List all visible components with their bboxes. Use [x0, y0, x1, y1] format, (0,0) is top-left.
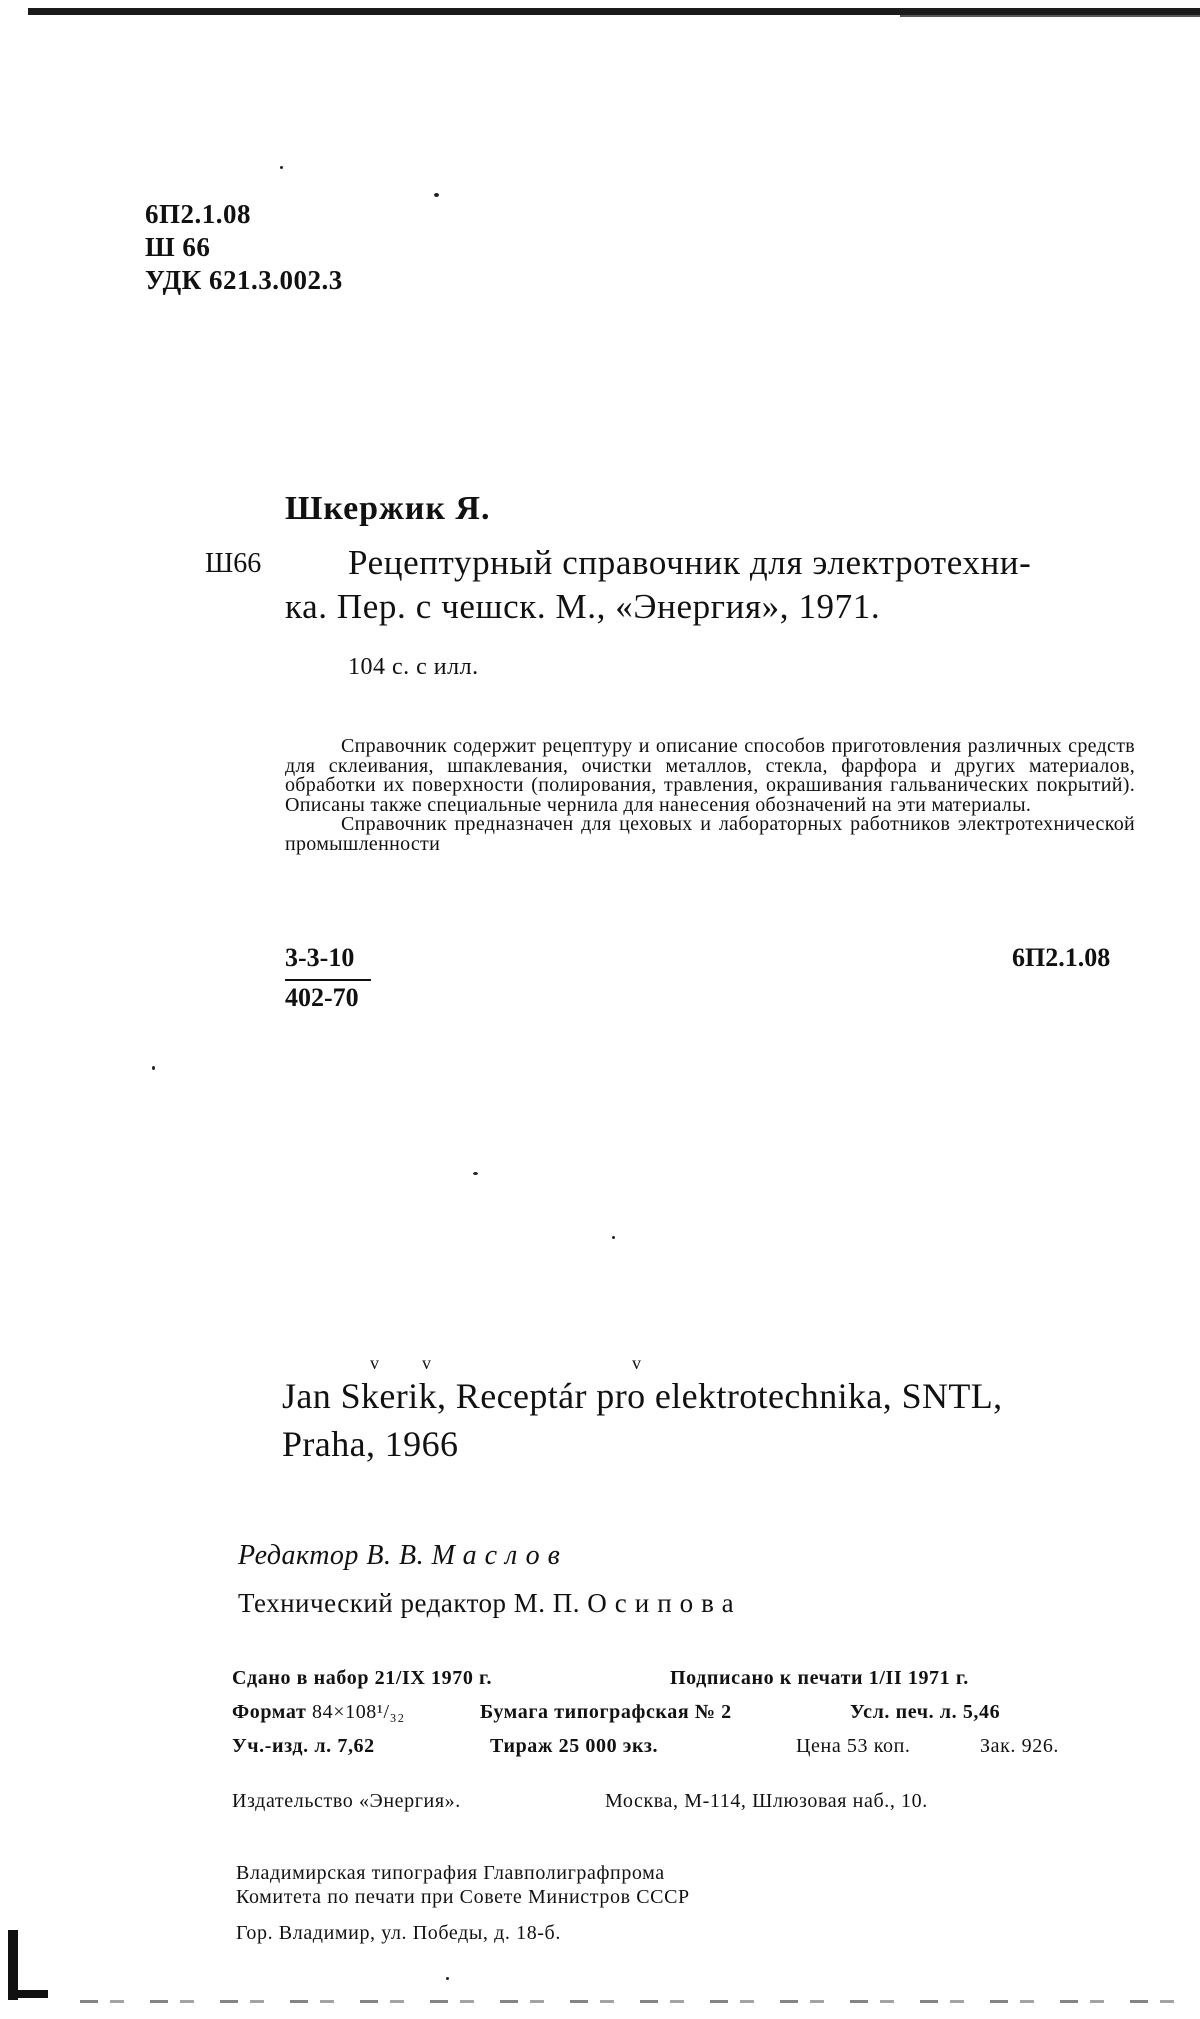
- imprint-format: [232, 1701, 405, 1724]
- original-edition: [282, 1372, 1162, 1468]
- scan-top-rule-thin: [900, 15, 1200, 17]
- annotation: [285, 737, 1135, 854]
- imprint-paper: Бумага типографская № 2: [480, 1701, 732, 1723]
- imprint-printer-line-1: Владимирская типография Главполиграфпрома: [236, 1862, 665, 1884]
- imprint-publisher-address: Москва, М-114, Шлюзовая наб., 10.: [605, 1790, 928, 1812]
- scan-bottom-noise: [80, 2000, 1180, 2003]
- imprint-price: Цена 53 коп.: [796, 1735, 911, 1757]
- imprint-print-sheets: Усл. печ. л. 5,46: [850, 1701, 1001, 1723]
- imprint-format-label: Формат: [232, 1701, 307, 1723]
- hacek-mark: v: [370, 1353, 379, 1373]
- tech-editor-credit: [238, 1588, 742, 1619]
- imprint-format-value: 84×108¹/₃₂: [312, 1701, 405, 1723]
- speck: [446, 1977, 449, 1980]
- imprint-print-run: Тираж 25 000 экз.: [490, 1735, 659, 1757]
- editor-credit: [238, 1540, 568, 1572]
- speck: [152, 1066, 155, 1070]
- record-author: Шкержик Я.: [285, 490, 491, 527]
- imprint-signed: Подписано к печати 1/II 1971 г.: [670, 1667, 969, 1689]
- editor-name: Маслов: [431, 1540, 568, 1571]
- imprint-publisher: Издательство «Энергия».: [232, 1790, 461, 1812]
- imprint-pub-sheets: Уч.-изд. л. 7,62: [232, 1735, 375, 1757]
- index-fraction-rule: [285, 979, 371, 981]
- scan-corner-mark: [8, 1990, 48, 1998]
- record-pages: 104 с. с илл.: [348, 654, 479, 680]
- imprint-typeset: Сдано в набор 21/IX 1970 г.: [232, 1667, 493, 1689]
- speck: [280, 166, 283, 169]
- editor-label: Редактор В. В.: [238, 1540, 425, 1571]
- classification-codes: [145, 198, 343, 297]
- scan-top-rule: [28, 8, 1200, 15]
- index-right-code: 6П2.1.08: [1012, 943, 1111, 972]
- speck: [612, 1236, 615, 1239]
- record-title-line-1: Рецептурный справочник для электротехни-: [348, 543, 1032, 582]
- author-sign: Ш 66: [145, 232, 211, 262]
- annotation-paragraph: Справочник содержит рецептуру и описание способов приготовления различных средств для склеивания, шпаклевания, очистки металлов, стекла, фарфора и других материалов, обработки их поверхности (полирования, травления, окрашивания гальванических покрытий). Описаны также специальные чернила для нанесения обозначений на эти материалы.: [285, 735, 1135, 816]
- speck: [434, 193, 439, 197]
- original-edition-line-2: Praha, 1966: [282, 1424, 459, 1464]
- imprint-printer-line-2: Комитета по печати при Совете Министров СССР: [236, 1886, 690, 1908]
- annotation-paragraph: Справочник предназначен для цеховых и лабораторных работников электротехнической промышленности: [285, 813, 1135, 855]
- tech-editor-name: Осипова: [587, 1588, 742, 1618]
- imprint-printer-line-3: Гор. Владимир, ул. Победы, д. 18-б.: [236, 1922, 561, 1944]
- hacek-mark: v: [632, 1353, 641, 1373]
- imprint-order: Зак. 926.: [980, 1735, 1060, 1757]
- index-numerator: 3-3-10: [285, 943, 355, 972]
- speck: [473, 1172, 478, 1175]
- hacek-mark: v: [422, 1353, 431, 1373]
- original-edition-line-1: Jan Skerik, Receptár pro elektrotechnika, SNTL,: [282, 1376, 1003, 1416]
- record-title-line-2: ка. Пер. с чешск. М., «Энергия», 1971.: [285, 587, 881, 626]
- udk-code: УДК 621.3.002.3: [145, 265, 343, 295]
- record-shelf-mark: Ш66: [205, 548, 262, 579]
- bbk-code: 6П2.1.08: [145, 199, 252, 229]
- index-denominator: 402-70: [285, 983, 359, 1012]
- tech-editor-label: Технический редактор М. П.: [238, 1588, 581, 1618]
